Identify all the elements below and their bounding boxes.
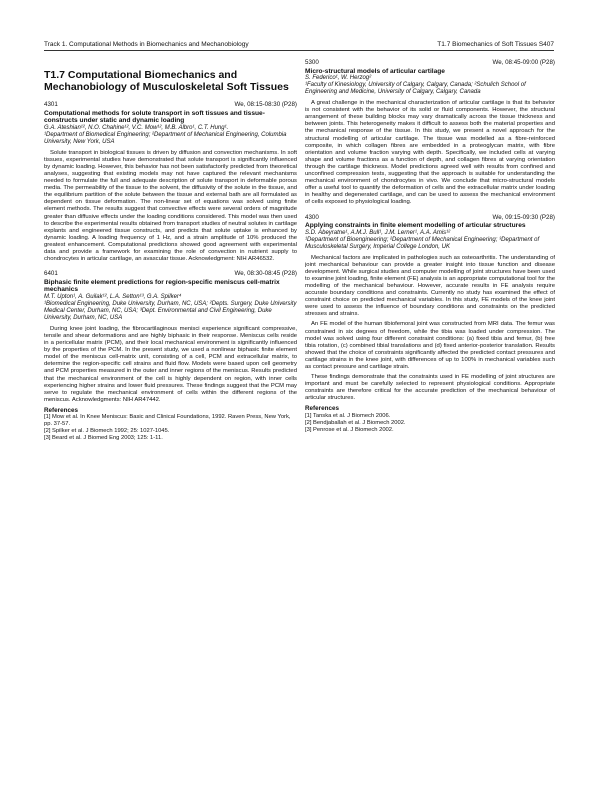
abstract-paragraph: An FE model of the human tibiofemoral joint was constructed from MRI data. The femur was constrained in six degrees of freedom, while the tibia was loaded under compression. The model was solved using four different constraint conditions: (a) fixed tibia and femur, (b) free tibia rotation, (c) combined tibial translations and (d) fixed anterior-posterior translation. Results showed that the choice of constraints significantly affected the predicted contact pressures and cartilage strains in the knee joint, with differences of up to 100% in mechanical variables such as contact pressure and cartilage strain. xyxy=(305,321,555,370)
abstract-title: Applying constraints in finite element modelling of articular structures xyxy=(305,222,526,229)
reference-item: [2] Spilker et al. J Biomech 1992; 25: 1027-1045. xyxy=(44,428,170,434)
abstract-title: Biphasic finite element predictions for region-specific meniscus cell-matrix mechanics xyxy=(44,278,280,294)
right-column xyxy=(305,59,555,772)
abstract-session: We, 08:30-08:45 (P28) xyxy=(234,270,297,278)
abstract-id: 4301 xyxy=(44,101,58,108)
abstract-header xyxy=(44,270,297,278)
abstract-session: We, 08:45-09:00 (P28) xyxy=(492,59,555,66)
reference-item: [3] Penrose et al. J Biomech 2002. xyxy=(305,426,394,433)
abstract-session: We, 09:15-09:30 (P28) xyxy=(492,213,555,221)
abstract-body xyxy=(305,255,555,403)
abstract-affiliations: ¹Department of Bioengineering; ²Department of Mechanical Engineering; ³Department of Musculoskeletal Surgery, Imperial College London, UK xyxy=(305,236,540,250)
abstract-title: Computational methods for solute transport in soft tissues and tissue-constructs under static and dynamic loading xyxy=(44,109,265,125)
abstract-paragraph: Solute transport in biological tissues is driven by diffusion and convection mechanisms. In soft tissues, experimental studies have demonstrated that solute transport is significantly influenced by dynamic loading. However, this behavior has not been satisfactorily predicted from theoretical analyses, suggesting that existing models may not have captured the relevant mechanisms needed to formulate the full and adequate description of solute transport in deformable porous media. The permeability of the tissue to the solvent, the diffusivity of the solute in the tissue, and the equilibrium partition of the solute between the tissue and external bath are all formulated as dependent on tissue deformation. The non-linear set of equations was solved using finite element methods. The results suggest that convective effects were several orders of magnitude greater than diffusive effects under the loading conditions considered. This model was then used to describe the experimental results obtained from transport studies of neutral solutes in cartilage explants and engineered tissue constructs, and predicts that solute uptake is enhanced by dynamic loading. A loading frequency of 1 Hz, and a strain amplitude of 10% produced the greatest enhancement. Computational predictions showed good agreement with experimental data and provide a framework for examining the role of convection in nutrient supply to chondrocytes in articular cartilage, an avascular tissue. Acknowledgment: NIH AR46532. xyxy=(44,149,297,263)
abstract-4300 xyxy=(305,214,555,434)
abstract-affiliations: ¹Department of Biomedical Engineering; ²Department of Mechanical Engineering, Columbia University, New York, USA xyxy=(44,131,287,145)
reference-item: [1] Mow et al. In Knee Meniscus: Basic and Clinical Foundations, 1992. Raven Press, New York, pp. 37-57. xyxy=(44,414,291,428)
left-column xyxy=(44,59,297,772)
section-title: T1.7 Computational Biomechanics and Mechanobiology of Musculoskeletal Soft Tissues xyxy=(44,69,289,93)
running-header-right: T1.7 Biomechanics of Soft Tissues S407 xyxy=(437,41,554,48)
abstract-paragraph: These findings demonstrate that the constraints used in FE modelling of joint structures are important and must be carefully selected to represent physiological conditions. Appropriate constraints are therefore critical for the accurate prediction of the mechanical behaviour of articular structures. xyxy=(305,374,555,402)
reference-list xyxy=(305,413,555,433)
abstract-paragraph: Mechanical factors are implicated in pathologies such as osteoarthritis. The understanding of joint mechanical behaviour can provide a greater insight into tissue function and disease development. While surgical studies and computer modelling of joint structures have been used to examine joint loading, finite element (FE) analysis is an appropriate computational tool for the modelling of the mechanical behaviour. However, accurate results in FE analysis require accurate boundary conditions and constraints. Currently no study has examined the effect of constraint choice on predicted mechanical variables. In this study, FE models of the knee joint were used to assess the influence of boundary conditions and constraints on the predicted stresses and strains. xyxy=(305,254,555,318)
reference-list xyxy=(44,414,297,441)
reference-item: [2] Bendjaballah et al. J Biomech 2002. xyxy=(305,419,406,426)
abstract-5300 xyxy=(305,59,555,207)
reference-item: [3] Beard et al. J Biomed Eng 2003; 125: 1-11. xyxy=(44,434,163,441)
abstract-id: 5300 xyxy=(305,59,319,66)
abstract-id: 6401 xyxy=(44,270,58,278)
abstract-authors: S. Federico¹, W. Herzog² xyxy=(305,75,372,82)
abstract-4301 xyxy=(44,101,297,263)
abstract-header xyxy=(305,214,555,222)
abstract-paragraph: During knee joint loading, the fibrocartilaginous menisci experience significant compressive, tensile and shear deformations and are highly biphasic in their response. Meniscus cells reside in a pericellular matrix (PCM), and their local mechanical environment is significantly influenced by the properties of the PCM. In the present study, we used a nonlinear biphasic finite element model of the meniscus cell-matrix unit, consisting of a cell, PCM and extracellular matrix, to determine the region-specific cell strains and fluid flow. Models were based upon cell geometry and PCM properties measured in the outer and inner regions of the meniscus. Results predicted that the mechanical environment of the cell is highly dependent on region, with inner cells experiencing higher strains and lower fluid pressures. These findings suggest that the PCM may serve to regulate the mechanical environment of cells within the different regions of the meniscus. Acknowledgments: NIH AR47442. xyxy=(44,325,297,403)
abstract-header xyxy=(44,101,297,109)
abstract-header xyxy=(305,59,555,67)
running-header-left: Track 1. Computational Methods in Biomechanics and Mechanobiology xyxy=(44,41,249,48)
running-header xyxy=(44,41,554,51)
abstract-body xyxy=(44,326,297,404)
abstract-authors: G.A. Ateshian¹², N.O. Chahine¹², V.C. Mow¹², M.B. Albro¹, C.T. Hung¹. xyxy=(44,124,229,131)
abstract-authors: S.D. Abeyratne¹, A.M.J. Bull¹, J.M. Lerner¹, A.A. Amis¹² xyxy=(305,229,451,236)
references-heading: References xyxy=(305,405,339,413)
references-heading: References xyxy=(44,406,78,414)
reference-item: [1] Tanska et al. J Biomech 2006. xyxy=(305,412,391,419)
abstract-6401 xyxy=(44,270,297,441)
abstract-affiliations: ¹Faculty of Kinesiology, University of Calgary, Calgary, Canada; ²Schulich School of Engineering and Medicine, University of Calgary, Calgary, Canada xyxy=(305,82,526,96)
abstract-id: 4300 xyxy=(305,213,319,221)
abstract-body xyxy=(305,100,555,206)
abstract-paragraph: A great challenge in the mechanical characterization of articular cartilage is that its behavior is not consistent with the behavior of its solid or fluid components. However, the structural arrangement of these building blocks may vary dramatically across the tissue thickness and between joints. This heterogeneity makes it difficult to assess both the material properties and the mechanical response of the tissue. In this study, we present a novel approach for the structural modelling of articular cartilage. The tissue was modelled as a fibre-reinforced composite, in which collagen fibres are embedded in a proteoglycan matrix, with fibre orientation and volume fraction varying with depth. Specifically, we included cells at varying shape and volume fractions as a function of depth, and collagen fibres at varying orientation through the cartilage thickness. Model predictions agreed well with results from confined and unconfined compression tests, suggesting that the approach is suitable for understanding the mechanical environment of chondrocytes in vivo. We conclude that micro-structural models offer a useful tool to quantify the deformation of cells and the extracellular matrix under loading in healthy and degenerated cartilage, and can be used to assess the mechanical environment of cells exposed to physiological loading. xyxy=(305,100,555,206)
abstract-body xyxy=(44,150,297,264)
abstract-affiliations: ¹Biomedical Engineering, Duke University, Durham, NC, USA; ²Depts. Surgery, Duke University Medical Center, Durham, NC, USA; ³Dept. Environmental and Civil Engineering, Duke University, Durham, NC, USA xyxy=(44,300,297,321)
abstract-title: Micro-structural models of articular cartilage xyxy=(305,67,445,75)
abstract-authors: M.T. Upton¹, A. Guilak¹², L.A. Setton¹³, G.A. Spilker⁴ xyxy=(44,293,182,300)
abstract-session: We, 08:15-08:30 (P28) xyxy=(234,101,297,108)
